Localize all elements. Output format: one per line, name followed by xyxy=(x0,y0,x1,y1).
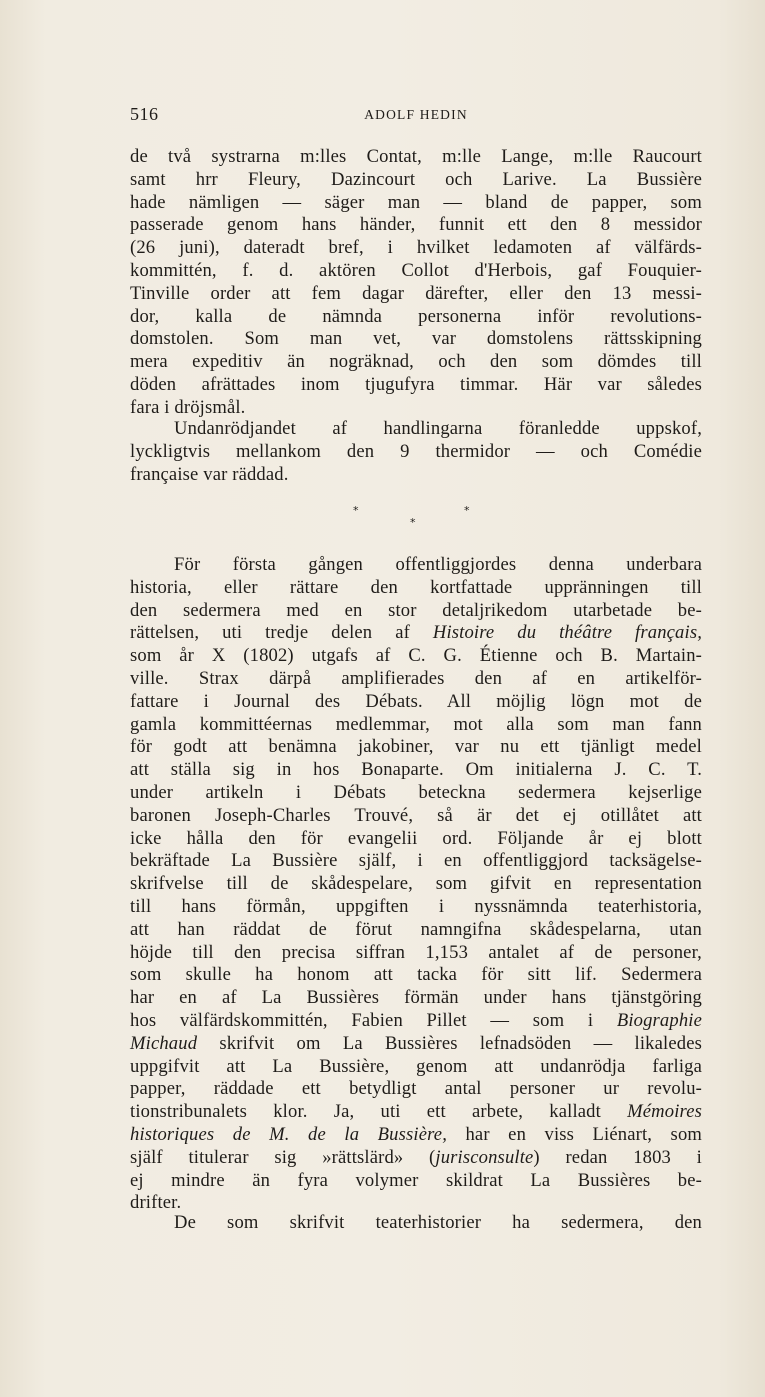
text-line: kommittén, f. d. aktören Collot d'Herbois, gaf Fouquier- xyxy=(130,259,702,281)
text-line: har en af La Bussières förmän under hans tjänstgöring xyxy=(130,987,702,1009)
text-line: för godt att benämna jakobiner, var nu ett tjänligt medel xyxy=(130,736,702,758)
text-line: höjde till den precisa siffran 1,153 antalet af de personer, xyxy=(130,941,702,963)
asterisk-ornament: * xyxy=(464,504,470,517)
text-line xyxy=(130,1124,702,1147)
text-run: själf titulerar sig »rättslärd» ( xyxy=(130,1146,436,1168)
running-head: ADOLF HEDIN xyxy=(364,107,468,122)
text-line: till hans förmån, uppgiften i nyssnämnda teaterhistoria, xyxy=(130,895,702,917)
text-run: skrifvit om La Bussières lefnadsöden — likaledes xyxy=(197,1032,702,1054)
italic-title: Biographie xyxy=(616,1009,702,1031)
text-line: döden afrättades inom tjugufyra timmar. Här var således xyxy=(130,373,702,395)
text-line: som år X (1802) utgafs af C. G. Étienne och B. Martain- xyxy=(130,645,702,667)
text-line: (26 juni), dateradt bref, i hvilket ledamoten af välfärds- xyxy=(130,237,702,259)
text-line: de två systrarna m:lles Contat, m:lle Lange, m:lle Raucourt xyxy=(130,146,702,167)
text-line: gamla kommittéernas medlemmar, mot alla som man fann xyxy=(130,713,702,735)
text-line: domstolen. Som man vet, var domstolens rättsskipning xyxy=(130,328,702,350)
text-line: drifter. xyxy=(130,1192,182,1214)
italic-title: Mémoires xyxy=(627,1101,702,1123)
paragraph-4 xyxy=(130,1212,702,1235)
text-line xyxy=(130,1147,702,1170)
text-run: tionstribunalets klor. Ja, uti ett arbete, kalladt xyxy=(130,1101,628,1123)
text-line: bekräftade La Bussière själf, i en offentliggjord tacksägelse- xyxy=(130,850,702,872)
text-line: dor, kalla de nämnda personerna inför revolutions- xyxy=(130,305,702,327)
text-line: som skulle ha honom att tacka för sitt lif. Sedermera xyxy=(130,964,702,986)
text-line: uppgifvit att La Bussière, genom att undanrödja farliga xyxy=(130,1055,702,1077)
paragraph-2 xyxy=(130,418,702,486)
page-header xyxy=(130,104,702,128)
text-line: papper, räddade ett betydligt antal personer ur revolu- xyxy=(130,1078,702,1100)
text-run: hos välfärdskommittén, Fabien Pillet — som i xyxy=(130,1009,617,1031)
paragraph-3 xyxy=(130,554,702,1215)
text-line: baronen Joseph-Charles Trouvé, så är det ej otillåtet att xyxy=(130,804,702,826)
text-line: fattare i Journal des Débats. All möjlig lögn mot de xyxy=(130,690,702,712)
text-line: hade nämligen — säger man — bland de papper, som xyxy=(130,191,702,213)
text-line: skrifvelse till de skådespelare, som gifvit en representation xyxy=(130,873,702,895)
text-line: lyckligtvis mellankom den 9 thermidor — och Comédie xyxy=(130,440,702,462)
text-line: historia, eller rättare den kortfattade uppränningen till xyxy=(130,576,702,598)
paragraph-1 xyxy=(130,146,702,420)
text-line: att ställa sig in hos Bonaparte. Om initialerna J. C. T. xyxy=(130,759,702,781)
text-line: samt hrr Fleury, Dazincourt och Larive. La Bussière xyxy=(130,168,702,190)
text-line: mera expeditiv än nogräknad, och den som dömdes till xyxy=(130,351,702,373)
text-line xyxy=(130,1010,702,1033)
text-line: icke hålla den för evangelii ord. Följande år ej blott xyxy=(130,827,702,849)
text-run: rättelsen, uti tredje delen af xyxy=(130,622,433,644)
italic-title: historiques de M. de la Bussière, xyxy=(130,1123,447,1145)
text-line: De som skrifvit teaterhistorier ha sedermera, den xyxy=(174,1212,702,1233)
section-break xyxy=(130,504,702,534)
text-line: Tinville order att fem dagar därefter, eller den 13 messi- xyxy=(130,282,702,304)
text-line: Undanrödjandet af handlingarna föranledde uppskof, xyxy=(174,418,702,439)
text-run: ) redan 1803 i xyxy=(533,1146,702,1168)
text-line: ej mindre än fyra volymer skildrat La Bussières be- xyxy=(130,1169,702,1191)
italic-title: Histoire du théâtre français, xyxy=(432,622,703,644)
text-line: den sedermera med en stor detaljrikedom utarbetade be- xyxy=(130,599,702,621)
text-run: har en viss Liénart, som xyxy=(447,1123,703,1145)
text-line: att han räddat de förut namngifna skådespelarna, utan xyxy=(130,918,702,940)
text-line: française var räddad. xyxy=(130,463,289,485)
italic-term: jurisconsulte xyxy=(435,1146,534,1168)
asterisk-ornament: * xyxy=(410,516,416,529)
text-line xyxy=(130,1101,702,1124)
asterisk-ornament: * xyxy=(353,504,359,517)
text-line: För första gången offentliggjordes denna underbara xyxy=(174,554,702,575)
text-line: passerade genom hans händer, funnit ett den 8 messidor xyxy=(130,214,702,236)
italic-title: Michaud xyxy=(130,1032,198,1054)
text-line: under artikeln i Débats beteckna sedermera kejserlige xyxy=(130,781,702,803)
text-line xyxy=(130,622,702,645)
page-number: 516 xyxy=(130,104,159,124)
text-line: fara i dröjsmål. xyxy=(130,396,246,418)
text-line: ville. Strax därpå amplifierades den af en artikelför- xyxy=(130,667,702,689)
text-line xyxy=(130,1033,702,1056)
